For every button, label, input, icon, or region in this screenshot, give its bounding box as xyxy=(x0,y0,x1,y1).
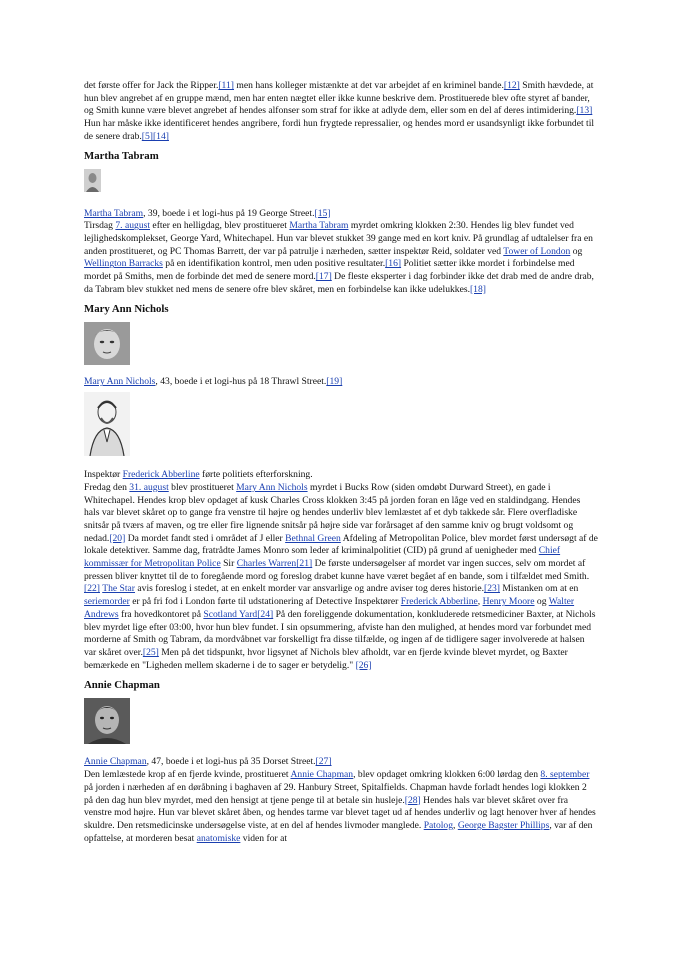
ref-link-5[interactable]: [5] xyxy=(141,130,153,142)
link-charles-warren[interactable]: Charles Warren xyxy=(236,558,297,570)
link-annie-chapman[interactable]: Annie Chapman xyxy=(290,769,354,781)
ref-link-22[interactable]: [22] xyxy=(84,583,100,595)
link-henry-moore[interactable]: Henry Moore xyxy=(482,596,535,608)
portrait-martha-tabram-image xyxy=(84,169,101,192)
ref-link-26[interactable]: [26] xyxy=(355,659,372,671)
caption-martha-tabram: Martha Tabram, 39, boede i et logi-hus på 19 George Street.[15] xyxy=(84,207,331,219)
article-body xyxy=(84,80,598,845)
portrait-frederick-abberline-image xyxy=(84,392,130,456)
link-martha-tabram-caption[interactable]: Martha Tabram xyxy=(84,207,144,219)
ref-link-17[interactable]: [17] xyxy=(315,271,332,283)
ref-link-23[interactable]: [23] xyxy=(484,583,500,595)
heading-annie-chapman: Annie Chapman xyxy=(84,679,160,692)
link-annie-chapman-caption[interactable]: Annie Chapman xyxy=(84,756,147,768)
caption-annie-chapman: Annie Chapman, 47, boede i et logi-hus på 35 Dorset Street.[27] xyxy=(84,756,332,768)
portrait-martha-tabram[interactable] xyxy=(84,169,101,192)
ref-link-28[interactable]: [28] xyxy=(404,794,421,806)
paragraph-smith-conclusion: det første offer for Jack the Ripper.[11] men hans kolleger mistænkte at det var arbejdet af en kriminel bande.[12] Smith hævdede, at hun blev angrebet af en gruppe mænd, men har enten nægtet eller ikke kunne beskrive dem. Prostituerede blev ofte styret af bander, og Smith kunne være blevet angrebet af hendes alfonser som straf for ikke at adlyde dem, eller som en del af deres intimidering.[13] Hun har måske ikke identificeret hendes angribere, fordi hun frygtede repressalier, og hendes mord er usandsynligt ikke forbundet til de senere drab.[5][14] xyxy=(84,80,595,142)
ref-link-27[interactable]: [27] xyxy=(315,756,332,768)
link-patolog[interactable]: Patolog xyxy=(423,819,454,831)
link-8-september[interactable]: 8. september xyxy=(540,769,590,781)
heading-martha-tabram: Martha Tabram xyxy=(84,149,159,162)
caption-mary-ann-nichols: Mary Ann Nichols, 43, boede i et logi-hus på 18 Thrawl Street.[19] xyxy=(84,376,343,388)
portrait-frederick-abberline[interactable] xyxy=(84,392,130,456)
link-martha-tabram[interactable]: Martha Tabram xyxy=(289,220,349,232)
link-bethnal-green[interactable]: Bethnal Green xyxy=(285,532,341,544)
portrait-annie-chapman[interactable] xyxy=(84,698,130,744)
heading-mary-ann-nichols: Mary Ann Nichols xyxy=(84,303,169,316)
link-frederick-abberline[interactable]: Frederick Abberline xyxy=(122,469,200,481)
ref-link-20[interactable]: [20] xyxy=(109,532,126,544)
portrait-mary-ann-nichols-image xyxy=(84,322,130,365)
paragraph-annie-chapman: Den lemlæstede krop af en fjerde kvinde, prostitueret Annie Chapman, blev opdaget omkring klokken 6:00 lørdag den 8. september på jorden i nærheden af en døråbning i baghaven af 29. Hanbury Street, Spitalfields. Chapman havde forladt hendes logi klokken 2 på den dag hun blev myrdet, med den hensigt at tjene penge til at betale sin husleje.[28] Hendes hals var blevet skåret over fra venstre mod højre. Hun var blevet skåret åben, og hendes tarme var blevet taget ud af hendes underliv og lagt henover hver af hendes skuldre. Den retsmedicinske undersøgelse viste, at en del af hendes livmoder manglede. Patolog, George Bagster Phillips, var af den opfattelse, at morderen besat anatomiske viden for at xyxy=(84,769,596,844)
ref-link-16[interactable]: [16] xyxy=(385,258,402,270)
link-walter-andrews[interactable]: Walter Andrews xyxy=(84,596,575,620)
ref-link-13[interactable]: [13] xyxy=(576,105,593,117)
link-the-star[interactable]: The Star xyxy=(102,583,135,595)
ref-link-19[interactable]: [19] xyxy=(326,376,343,388)
ref-link-12[interactable]: [12] xyxy=(503,80,520,91)
portrait-mary-ann-nichols[interactable] xyxy=(84,322,130,365)
link-mary-ann-nichols[interactable]: Mary Ann Nichols xyxy=(236,481,308,493)
portrait-annie-chapman-image xyxy=(84,698,130,744)
link-george-bagster-phillips[interactable]: George Bagster Phillips xyxy=(457,819,550,831)
ref-link-21[interactable]: [21] xyxy=(296,558,313,570)
ref-link-14[interactable]: [14] xyxy=(152,130,169,142)
link-chief-commissioner[interactable]: Chief kommissær for Metropolitan Police xyxy=(84,545,561,570)
ref-link-25[interactable]: [25] xyxy=(142,646,159,658)
link-mary-ann-nichols-caption[interactable]: Mary Ann Nichols xyxy=(84,376,156,388)
caption-frederick-abberline: Inspektør Frederick Abberline førte politiets efterforskning. xyxy=(84,469,313,481)
ref-link-18[interactable]: [18] xyxy=(469,283,486,295)
ref-link-15[interactable]: [15] xyxy=(314,207,331,219)
link-frederick-abberline-2[interactable]: Frederick Abberline xyxy=(400,596,478,608)
link-wellington-barracks[interactable]: Wellington Barracks xyxy=(84,258,163,270)
link-tower-of-london[interactable]: Tower of London xyxy=(503,245,571,257)
link-scotland-yard[interactable]: Scotland Yard xyxy=(203,608,258,620)
ref-link-11[interactable]: [11] xyxy=(218,80,234,91)
paragraph-mary-ann-nichols: Fredag den 31. august blev prostitueret Mary Ann Nichols myrdet i Bucks Row (siden omdøbt Durward Street), en gade i Whitechapel. Hendes krop blev opdaget af kusk Charles Cross klokken 3:45 på jorden foran en låge ved en staldindgang. Hendes hals var blevet skåret op to gange fra venstre til højre og hendes underliv blev lemlæstet af et dyb takkede sår. Flere overfladiske snitsår på tværs af maven, og tre eller fire lignende snitsår på højre side var forårsaget af den samme kniv og brugt voldsomt og nedad.[20] Da mordet fandt sted i området af J eller Bethnal Green Afdeling af Metropolitan Police, blev mordet først undersøgt af de lokale detektiver. Samme dag, fratrådte James Monro som leder af kriminalpolitiet (CID) på grund af uenigheder med Chief kommissær for Metropolitan Police Sir Charles Warren[21] De første undersøgelser af mordet var ingen succes, selv om mordet af pressen bliver knyttet til de to foregående mord og foreslog drabet kunne have været begået af en bande, som i tilfældet med Smith.[22] The Star avis foreslog i stedet, at en enkelt morder var ansvarlige og andre aviser tog deres historie.[23] Mistanken om at en seriemorder er på fri fod i London førte til udstationering af Detective Inspektører Frederick Abberline, Henry Moore og Walter Andrews fra hovedkontoret på Scotland Yard[24] På den foreliggende dokumentation, konkluderede retsmediciner Baxter, at Nichols blev myrdet lige efter 03:00, hvor hun blev fundet. I sin opsummering, afviste han den mulighed, at hendes mord var forbundet med morderne af Smith og Tabram, da mordvåbnet var forskelligt fra disse tilfælde, og ingen af de tidligere sager involverede at halsen var skåret over.[25] Men på det tidspunkt, hvor ligsynet af Nichols blev afholdt, var en fjerde kvinde blevet myrdet, og Baxter bemærkede en "Ligheden mellem skaderne i de to sager er betydelig." [26] xyxy=(84,481,598,671)
ref-link-24[interactable]: [24] xyxy=(257,608,274,620)
paragraph-martha-tabram: Tirsdag 7. august efter en helligdag, blev prostitueret Martha Tabram myrdet omkring klokken 2:30. Hendes lig blev fundet ved lejlighedskomplekset, George Yard, Whitechapel. Hun var blevet stukket 39 gange med en kort kniv. På grundlag af udtalelser fra en anden prostitueret, og PC Thomas Barrett, der var på patrulje i nærheden, sætter inspektør Reid, soldater ved Tower of London og Wellington Barracks på en identifikation kontrol, men uden positive resultater.[16] Politiet sætter ikke mordet i forbindelse med mordet på Smiths, men de forbinde det med de senere mord.[17] De fleste eksperter i dag forbinder ikke det drab med de andre drab, da Tabram blev stukket ned mens de senere ofre blev skåret, men en forbindelse kan ikke udelukkes.[18] xyxy=(84,220,594,295)
link-anatomiske[interactable]: anatomiske xyxy=(196,832,241,844)
link-7-august[interactable]: 7. august xyxy=(115,220,151,232)
link-31-august[interactable]: 31. august xyxy=(129,481,169,493)
link-seriemorder[interactable]: seriemorder xyxy=(84,596,130,608)
